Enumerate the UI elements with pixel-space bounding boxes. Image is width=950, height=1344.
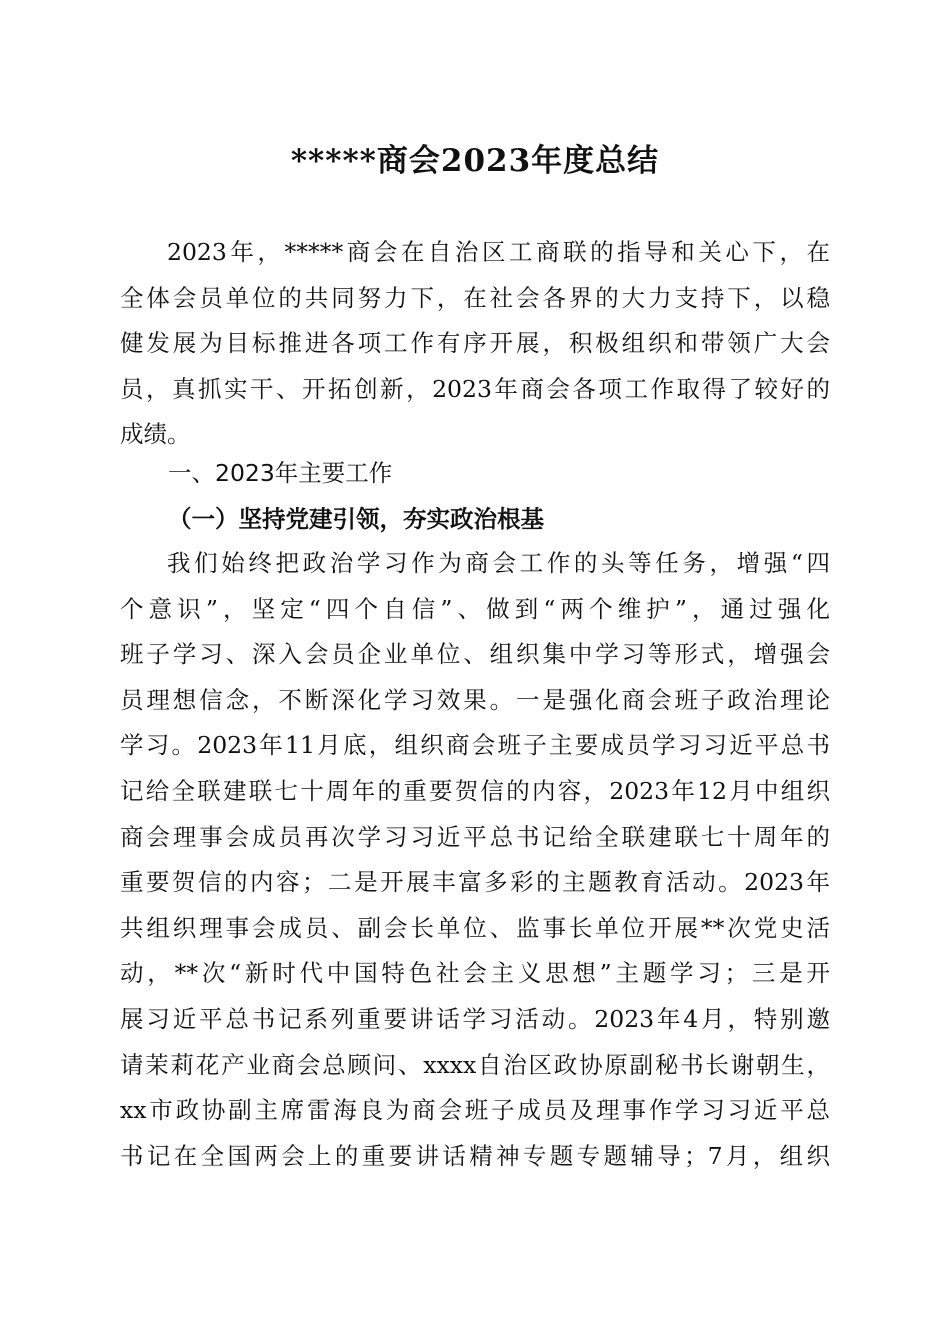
body-line: 共组织理事会成员、副会长单位、监事长单位开展**次党史活 <box>120 913 830 942</box>
body-line: 商会理事会成员再次学习习近平总书记给全联建联七十周年的 <box>120 822 830 851</box>
body-line: 个意识”，坚定“四个自信”、做到“两个维护”，通过强化 <box>120 594 830 623</box>
body-line: 重要贺信的内容；二是开展丰富多彩的主题教育活动。2023年 <box>120 868 830 897</box>
intro-line: 全体会员单位的共同努力下，在社会各界的大力支持下，以稳 <box>120 283 830 312</box>
body-line: 书记在全国两会上的重要讲话精神专题专题辅导；7月，组织 <box>120 1141 830 1170</box>
body-line: 记给全联建联七十周年的重要贺信的内容，2023年12月中组织 <box>120 776 830 805</box>
intro-line: 员，真抓实干、开拓创新，2023年商会各项工作取得了较好的 <box>120 374 830 403</box>
body-line: 请茉莉花产业商会总顾问、xxxx自治区政协原副秘书长谢朝生， <box>120 1050 830 1079</box>
intro-line: 成绩。 <box>120 420 191 449</box>
body-line: 员理想信念，不断深化学习效果。一是强化商会班子政治理论 <box>120 685 830 714</box>
body-line: xx市政协副主席雷海良为商会班子成员及理事作学习习近平总 <box>120 1096 830 1125</box>
body-line: 展习近平总书记系列重要讲话学习活动。2023年4月，特别邀 <box>120 1004 830 1033</box>
intro-line: 2023年，*****商会在自治区工商联的指导和关心下，在 <box>167 238 830 266</box>
body-line: 我们始终把政治学习作为商会工作的头等任务，增强“四 <box>167 549 830 577</box>
body-line: 动，**次“新时代中国特色社会主义思想”主题学习；三是开 <box>120 959 830 988</box>
subsection-heading: （一）坚持党建引领，夯实政治根基 <box>168 505 544 533</box>
body-line: 学习。2023年11月底，组织商会班子主要成员学习习近平总书 <box>120 731 830 760</box>
body-paragraph <box>120 541 830 1179</box>
body-line: 班子学习、深入会员企业单位、组织集中学习等形式，增强会 <box>120 640 830 669</box>
intro-line: 健发展为目标推进各项工作有序开展，积极组织和带领广大会 <box>120 329 830 358</box>
intro-paragraph <box>120 230 830 458</box>
section-heading: 一、2023年主要工作 <box>168 459 393 487</box>
document-title: *****商会2023年度总结 <box>290 143 660 179</box>
